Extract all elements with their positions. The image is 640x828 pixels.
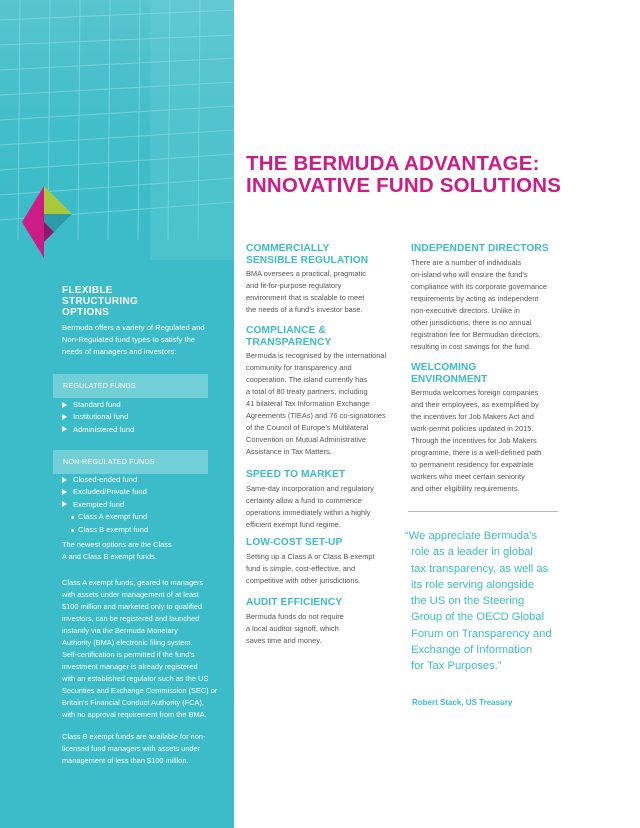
section-heading: [246, 597, 406, 609]
body-line: Setting up a Class A or Class B exempt: [246, 551, 375, 561]
paragraph-line: instantly via the Bermuda Monetary: [62, 626, 178, 635]
body-line: fund is simple, cost-effective, and: [246, 563, 356, 573]
paragraph-line: Class A exempt funds, geared to managers: [62, 578, 204, 587]
quote-line: “We appreciate Bermuda’s: [405, 530, 538, 542]
section-body: [411, 257, 571, 353]
section-compliance-transparency: [246, 325, 406, 458]
sidebar: [0, 0, 234, 828]
section-heading-line: TRANSPARENCY: [246, 336, 332, 348]
body-line: 41 bilateral Tax Information Exchange: [246, 399, 370, 408]
section-heading: [411, 243, 571, 255]
body-line: Bermuda funds do not require: [246, 611, 344, 621]
sidebar-intro: [62, 322, 227, 358]
class-b-paragraph: [62, 731, 230, 767]
body-line: on-island who will ensure the fund’s: [411, 269, 528, 279]
quote-attribution: Robert Stack, US Treasury: [412, 698, 513, 707]
section-independent-directors: [411, 243, 571, 353]
regulated-funds-heading: REGULATED FUNDS: [53, 374, 208, 398]
paragraph-line: with no approval requirement from the BMA.: [62, 710, 207, 719]
body-line: other jurisdictions, there is no annual: [411, 317, 532, 327]
body-line: the incentives for Job Makers Act and: [411, 412, 534, 421]
page-title-line: THE BERMUDA ADVANTAGE:: [246, 152, 540, 175]
body-line: programme, there is a well-defined path: [411, 448, 542, 457]
triangle-bullet-icon: [62, 414, 67, 420]
non-regulated-funds-list: [62, 474, 222, 536]
page-title-line: INNOVATIVE FUND SOLUTIONS: [246, 173, 562, 197]
paragraph-line: Authority (BMA) electronic filing system.: [62, 638, 193, 647]
section-heading-line: SPEED TO MARKET: [246, 469, 346, 480]
paragraph-line: Class B exempt funds are available for non-: [62, 732, 206, 741]
section-heading-line: LOW-COST SET-UP: [246, 537, 343, 548]
body-line: requirements by acting as independent: [411, 293, 539, 303]
section-heading-line: COMPLIANCE &: [246, 325, 326, 336]
sidebar-heading-line: OPTIONS: [62, 307, 110, 318]
newest-options-paragraph: [62, 539, 230, 563]
paragraph-line: with assets under management of at least: [62, 590, 199, 599]
paragraph-line: management of less than $100 million.: [62, 756, 189, 765]
body-line: of the Council of Europe’s Multilateral: [246, 423, 369, 432]
section-heading-line: INDEPENDENT DIRECTORS: [411, 243, 549, 254]
paragraph-line: licensed fund managers with assets under: [62, 744, 201, 753]
body-line: efficient exempt fund regime.: [246, 519, 341, 529]
section-heading-line: COMMERCIALLY: [246, 243, 330, 254]
section-heading: [411, 362, 571, 385]
body-line: a total of 80 treaty partners, including: [246, 387, 368, 396]
body-line: non-executive directors. Unlike in: [411, 305, 520, 315]
body-line: registration fee for Bermudian directors,: [411, 329, 541, 339]
body-line: Same-day incorporation and regulatory: [246, 483, 374, 493]
list-item: [62, 486, 222, 498]
body-line: and other eligibility requirements.: [411, 484, 520, 493]
paragraph-line: Securities and Exchange Commission (SEC) or: [62, 686, 218, 695]
list-item: [62, 499, 222, 511]
section-body: [246, 350, 406, 458]
body-line: Convention on Mutual Administrative: [246, 435, 366, 444]
body-line: to permanent residency for expatriate: [411, 460, 534, 469]
class-a-paragraph: [62, 577, 230, 721]
body-line: the needs of a fund’s investor base.: [246, 305, 363, 314]
paragraph-line: investors, can be registered and launched: [62, 614, 200, 623]
body-line: operations immediately within a highly: [246, 507, 371, 517]
section-audit-efficiency: [246, 597, 406, 647]
body-line: BMA oversees a practical, pragmatic: [246, 269, 366, 278]
quote-line: its role serving alongside: [411, 578, 535, 591]
body-line: saves time and money.: [246, 635, 322, 645]
body-line: competitive with other jurisdictions.: [246, 575, 361, 585]
body-line: and fit-for-purpose regulatory: [246, 281, 342, 290]
quote-line: tax transparency, as well as: [411, 562, 549, 575]
non-regulated-funds-heading: NON-REGULATED FUNDS: [53, 450, 208, 474]
body-line: Agreements (TIEAs) and 76 co-signatories: [246, 411, 386, 420]
section-commercially-sensible-regulation: [246, 243, 406, 316]
paragraph-line: investment manager is already registered: [62, 662, 198, 671]
section-heading-line: AUDIT EFFICIENCY: [246, 597, 343, 608]
fund-type-label: Standard fund: [73, 400, 121, 409]
paragraph-line: with an established regulator such as the US: [62, 674, 209, 683]
fund-type-label: Exempted fund: [73, 499, 125, 509]
section-heading: [246, 469, 406, 481]
fund-type-label: Administered fund: [73, 424, 135, 434]
section-body: [246, 551, 406, 587]
section-heading-line: WELCOMING: [411, 362, 477, 373]
fund-type-label: Class A exempt fund: [78, 512, 148, 522]
paragraph-line: Britain’s Financial Conduct Authority (FCA),: [62, 698, 204, 707]
logo-icon: [22, 186, 72, 258]
body-line: Bermuda welcomes foreign companies: [411, 388, 539, 397]
list-item: [62, 511, 222, 523]
body-line: Assistance in Tax Matters.: [246, 447, 332, 456]
section-speed-to-market: [246, 469, 406, 531]
list-item: [62, 474, 222, 486]
section-low-cost-setup: [246, 537, 406, 587]
quote-line: for Tax Purposes.”: [411, 660, 502, 673]
section-body: [411, 387, 571, 495]
section-welcoming-environment: [411, 362, 571, 495]
sidebar-heading-line: STRUCTURING: [62, 296, 139, 307]
sidebar-intro-line: needs of managers and investors:: [62, 347, 177, 356]
quote-line: Exchange of Information: [411, 644, 533, 657]
quote-line: the US on the Steering: [411, 595, 525, 608]
section-heading: [246, 325, 406, 348]
paragraph-line: $100 million and marketed only to qualified: [62, 602, 203, 611]
body-line: and their employees, as exemplified by: [411, 400, 539, 409]
dot-bullet-icon: [71, 529, 74, 532]
quote-line: Group of the OECD Global: [411, 611, 545, 624]
list-item: [62, 424, 222, 436]
regulated-funds-list: [62, 399, 222, 436]
list-item: [62, 411, 222, 423]
body-line: workers who meet certain seniority: [411, 472, 525, 481]
section-heading-line: SENSIBLE REGULATION: [246, 254, 369, 266]
fund-type-label: Institutional fund: [73, 412, 129, 422]
sidebar-intro-line: Bermuda offers a variety of Regulated and: [62, 323, 205, 332]
section-body: [246, 483, 406, 531]
sidebar-intro-line: Non-Regulated fund types to satisfy the: [62, 335, 195, 344]
fund-type-label: Excluded/Private fund: [73, 487, 147, 497]
paragraph-line: A and Class B exempt funds.: [62, 552, 157, 561]
section-heading: [246, 243, 406, 266]
triangle-bullet-icon: [62, 489, 67, 495]
section-heading-line: ENVIRONMENT: [411, 373, 488, 385]
section-body: [246, 268, 406, 316]
fund-type-label: Closed-ended fund: [73, 475, 138, 484]
body-line: work-permit policies updated in 2015.: [411, 424, 534, 433]
paragraph-line: The newest options are the Class: [62, 540, 172, 549]
page-title: [246, 153, 636, 196]
triangle-bullet-icon: [62, 501, 67, 507]
fund-type-label: Class B exempt fund: [78, 524, 149, 534]
body-line: a local auditor signoff, which: [246, 623, 339, 633]
body-line: Through the incentives for Job Makers: [411, 436, 537, 445]
dot-bullet-icon: [71, 516, 74, 519]
triangle-bullet-icon: [62, 426, 67, 432]
body-line: compliance with its corporate governance: [411, 281, 547, 291]
triangle-bullet-icon: [62, 477, 67, 483]
body-line: There are a number of individuals: [411, 257, 522, 267]
paragraph-line: Self-certification is permitted if the fund’s: [62, 650, 195, 659]
body-line: cooperation. The island currently has: [246, 375, 368, 384]
body-line: community for transparency and: [246, 363, 352, 372]
body-line: resulting in cost savings for the fund.: [411, 341, 531, 351]
sidebar-heading-line: FLEXIBLE: [62, 285, 113, 296]
quote-divider: [408, 511, 558, 512]
section-body: [246, 611, 406, 647]
left-column: [246, 243, 406, 663]
quote-line: Forum on Transparency and: [411, 627, 552, 640]
pull-quote: [405, 528, 575, 675]
body-line: Bermuda is recognised by the international: [246, 351, 387, 360]
list-item: [62, 399, 222, 411]
body-line: environment that is scalable to meet: [246, 293, 365, 302]
sidebar-heading: [62, 285, 138, 318]
list-item: [62, 524, 222, 536]
quote-line: role as a leader in global: [411, 546, 533, 559]
right-column: [411, 243, 571, 503]
body-line: certainty allow a fund to commence: [246, 495, 362, 505]
section-heading: [246, 537, 406, 549]
triangle-bullet-icon: [62, 402, 67, 408]
